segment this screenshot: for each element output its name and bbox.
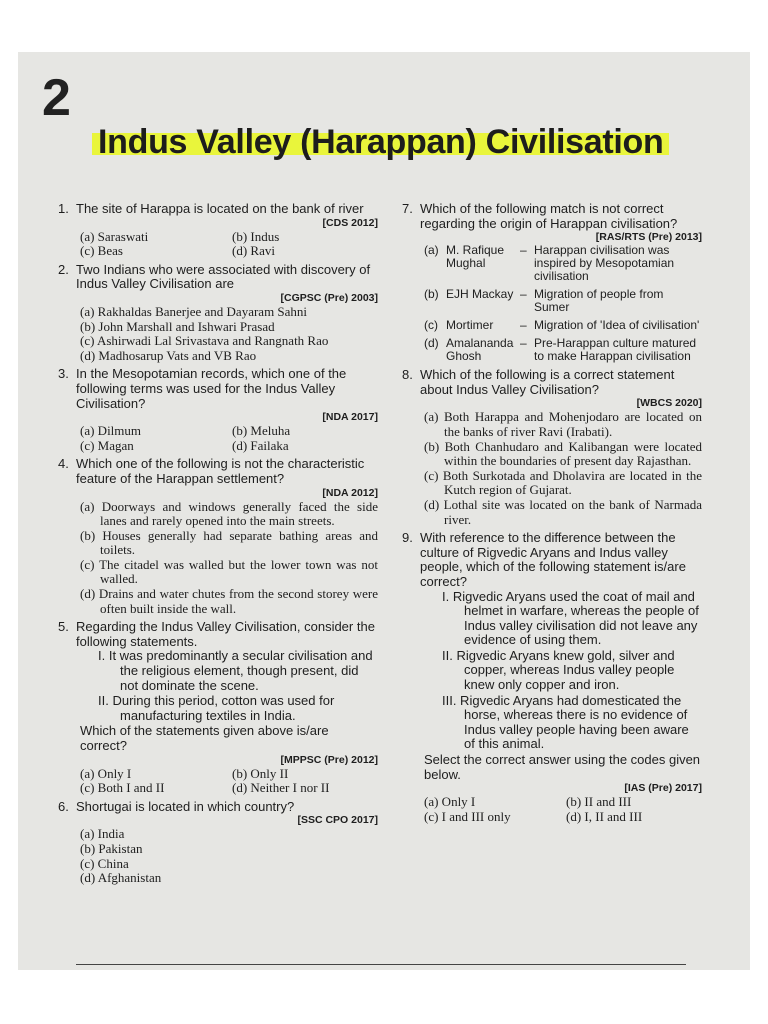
option-c: (c) I and III only bbox=[424, 808, 511, 824]
option-d: (d) Failaka bbox=[232, 437, 289, 453]
option-b: (b) Indus bbox=[232, 228, 280, 244]
question-text: Shortugai is located in which country? bbox=[76, 798, 295, 814]
match-right: Pre-Harappan culture matured to make Harappan civilisation bbox=[534, 336, 697, 364]
question-7 bbox=[402, 202, 702, 363]
exam-tag: [WBCS 2020] bbox=[636, 397, 702, 410]
option-a: (a) Rakhaldas Banerjee and Dayaram Sahni bbox=[80, 303, 308, 319]
question-number: 6. bbox=[58, 798, 69, 814]
option-a: (a) Doorways and windows generally faced the side lanes and rarely opened into the main streets. bbox=[80, 498, 378, 529]
option-c: (c) China bbox=[80, 855, 129, 871]
question-2 bbox=[58, 263, 378, 364]
chapter-number: 2 bbox=[42, 69, 71, 127]
match-row bbox=[424, 337, 702, 363]
left-column bbox=[58, 202, 378, 890]
option-b: (b) Pakistan bbox=[80, 840, 143, 856]
match-dash: – bbox=[520, 318, 527, 333]
question-number: 9. bbox=[402, 530, 413, 546]
statement-2: II. Rigvedic Aryans knew gold, silver and copper, whereas Indus valley people knew only copper and iron. bbox=[442, 647, 675, 693]
question-text: The site of Harappa is located on the bank of river bbox=[76, 201, 364, 216]
question-text: Which one of the following is not the characteristic feature of the Harappan settlement? bbox=[76, 456, 365, 486]
exam-tag: [MPPSC (Pre) 2012] bbox=[280, 753, 378, 766]
exam-tag: [NDA 2012] bbox=[322, 486, 378, 499]
match-row bbox=[424, 319, 702, 332]
question-text: Regarding the Indus Valley Civilisation, consider the following statements. bbox=[76, 619, 375, 649]
right-column bbox=[402, 202, 702, 828]
question-number: 8. bbox=[402, 367, 413, 383]
question-4 bbox=[58, 457, 378, 616]
match-dash: – bbox=[520, 243, 527, 258]
question-text: Which of the following is a correct statement about Indus Valley Civilisation? bbox=[420, 367, 675, 397]
question-8 bbox=[402, 368, 702, 527]
option-d: (d) Drains and water chutes from the second storey were often built inside the wall. bbox=[80, 586, 378, 616]
option-b: (b) John Marshall and Ishwari Prasad bbox=[80, 318, 275, 334]
option-d: (d) Lothal site was located on the bank of Narmada river. bbox=[424, 496, 702, 527]
match-right: Migration of 'Idea of civilisation' bbox=[534, 318, 700, 333]
option-c: (c) The citadel was walled but the lower town was not walled. bbox=[80, 556, 378, 587]
option-d: (d) Madhosarup Vats and VB Rao bbox=[80, 347, 257, 363]
option-c: (c) Beas bbox=[80, 243, 123, 259]
bottom-rule bbox=[76, 964, 686, 965]
match-label: (d) bbox=[424, 336, 439, 351]
match-table bbox=[402, 244, 702, 363]
exam-tag: [NDA 2017] bbox=[322, 411, 378, 424]
match-label: (c) bbox=[424, 318, 438, 333]
exam-tag: [IAS (Pre) 2017] bbox=[624, 782, 702, 795]
option-a: (a) Only I bbox=[80, 765, 132, 781]
question-text: Two Indians who were associated with discovery of Indus Valley Civilisation are bbox=[76, 261, 371, 292]
exam-tag: [CDS 2012] bbox=[322, 216, 378, 229]
option-d: (d) Afghanistan bbox=[80, 870, 162, 886]
exam-tag: [RAS/RTS (Pre) 2013] bbox=[595, 231, 702, 244]
match-dash: – bbox=[520, 336, 527, 351]
question-1 bbox=[58, 202, 378, 259]
match-left: Mortimer bbox=[446, 318, 494, 333]
option-a: (a) Saraswati bbox=[80, 228, 149, 244]
option-b: (b) Houses generally had separate bathing areas and toilets. bbox=[80, 527, 378, 558]
statement-1: I. It was predominantly a secular civilisation and the religious element, though present, did not dominate the scene. bbox=[98, 648, 373, 693]
option-d: (d) I, II and III bbox=[566, 808, 643, 824]
question-6 bbox=[58, 800, 378, 886]
question-number: 7. bbox=[402, 201, 413, 216]
question-text: With reference to the difference between the culture of Rigvedic Aryans and Indus valley people, which of the following statement is/are correct? bbox=[420, 530, 686, 589]
option-b: (b) Both Chanhudaro and Kalibangan were located within the boundaries of present day Rajasthan. bbox=[424, 438, 702, 469]
option-a: (a) India bbox=[80, 826, 125, 842]
match-right: Migration of people from Sumer bbox=[534, 287, 664, 315]
match-left: EJH Mackay bbox=[446, 287, 514, 302]
question-9 bbox=[402, 531, 702, 824]
question-number: 1. bbox=[58, 201, 69, 216]
match-right: Harappan civilisation was inspired by Mesopotamian civilisation bbox=[534, 243, 675, 284]
chapter-title: Indus Valley (Harappan) Civilisation bbox=[92, 122, 669, 162]
question-prompt: Which of the statements given above is/are correct? bbox=[80, 723, 329, 753]
statement-3: III. Rigvedic Aryans had domesticated the horse, whereas there is no evidence of Indus valley people having been aware of this animal. bbox=[442, 692, 689, 752]
exam-tag: [CGPSC (Pre) 2003] bbox=[280, 291, 378, 304]
exam-tag: [SSC CPO 2017] bbox=[297, 814, 378, 827]
match-dash: – bbox=[520, 287, 527, 302]
option-d: (d) Ravi bbox=[232, 243, 275, 259]
statement-1: I. Rigvedic Aryans used the coat of mail and helmet in warfare, whereas the people of Indus valley civilisation did not leave any evidence of using them. bbox=[442, 588, 699, 648]
option-c: (c) Ashirwadi Lal Srivastava and Rangnath Rao bbox=[80, 333, 329, 349]
option-b: (b) II and III bbox=[566, 794, 632, 810]
book-page bbox=[18, 52, 750, 970]
statement-2: II. During this period, cotton was used for manufacturing textiles in India. bbox=[98, 693, 335, 723]
question-text: In the Mesopotamian records, which one of the following terms was used for the Indus Valley Civilisation? bbox=[76, 366, 347, 411]
question-prompt: Select the correct answer using the codes given below. bbox=[424, 752, 701, 782]
option-d: (d) Neither I nor II bbox=[232, 780, 330, 796]
question-5 bbox=[58, 620, 378, 796]
match-left: M. Rafique Mughal bbox=[446, 243, 505, 271]
match-left: Amalananda Ghosh bbox=[446, 336, 514, 364]
question-number: 2. bbox=[58, 261, 69, 277]
match-label: (a) bbox=[424, 243, 439, 258]
option-b: (b) Only II bbox=[232, 765, 289, 781]
option-c: (c) Both Surkotada and Dholavira are located in the Kutch region of Gujarat. bbox=[424, 467, 702, 498]
option-a: (a) Only I bbox=[424, 794, 476, 810]
match-row bbox=[424, 244, 702, 283]
option-a: (a) Dilmum bbox=[80, 423, 142, 439]
match-row bbox=[424, 288, 702, 314]
question-text: Which of the following match is not correct regarding the origin of Harappan civilisation? bbox=[420, 201, 678, 231]
match-label: (b) bbox=[424, 287, 439, 302]
question-number: 4. bbox=[58, 456, 69, 472]
option-a: (a) Both Harappa and Mohenjodaro are located on the banks of river Ravi (Irabati). bbox=[424, 409, 702, 439]
option-c: (c) Both I and II bbox=[80, 780, 165, 796]
question-3 bbox=[58, 367, 378, 453]
option-b: (b) Meluha bbox=[232, 423, 291, 439]
question-number: 3. bbox=[58, 366, 69, 382]
question-number: 5. bbox=[58, 619, 69, 635]
option-c: (c) Magan bbox=[80, 437, 134, 453]
